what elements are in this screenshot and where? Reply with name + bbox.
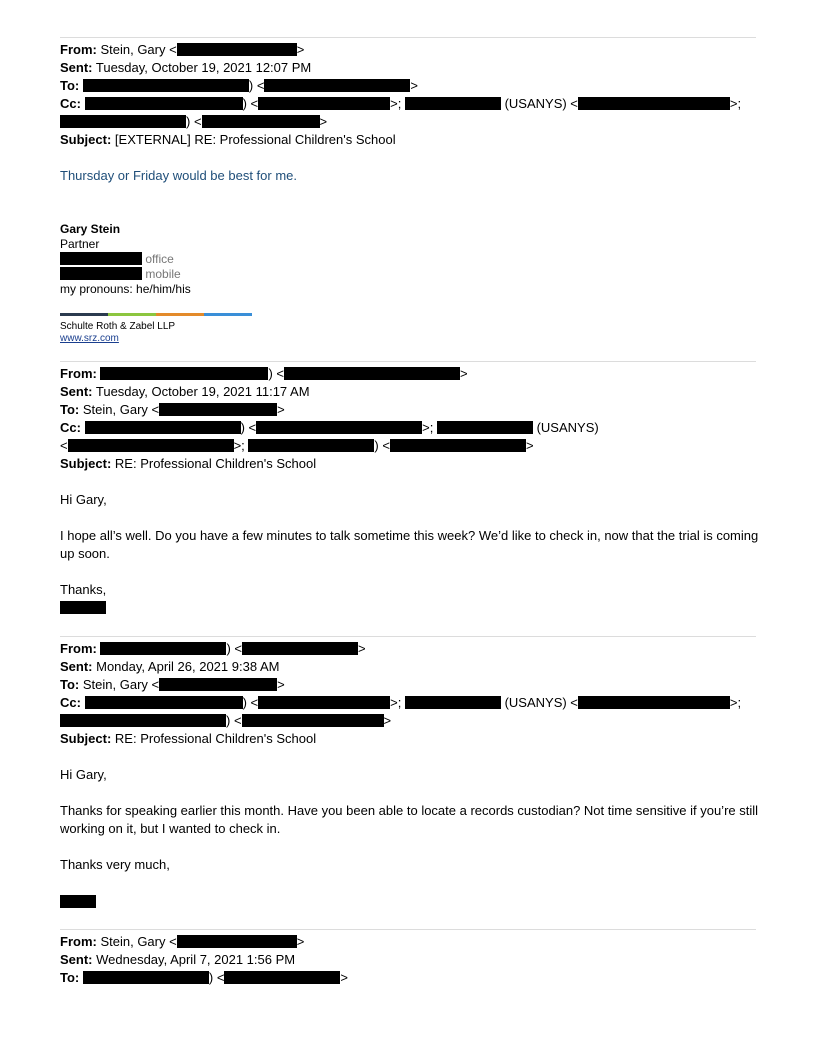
redaction <box>60 601 106 614</box>
separator-line <box>60 37 756 38</box>
redaction <box>60 115 186 128</box>
email3-greeting: Hi Gary, <box>60 767 107 782</box>
redaction <box>83 971 209 984</box>
redaction <box>202 115 320 128</box>
email2-cc-line: Cc: ) < >; (USANYS) <box>60 420 599 435</box>
redaction <box>578 97 730 110</box>
redaction <box>83 79 249 92</box>
email2-sent-line: Sent: Tuesday, October 19, 2021 11:17 AM <box>60 384 310 399</box>
signature-color-bar <box>60 313 252 316</box>
email2-signoff <box>60 599 760 617</box>
email2-cc-line-2: < >; ) < > <box>60 438 534 453</box>
color-bar-segment <box>60 313 108 316</box>
redaction <box>258 97 390 110</box>
signature-pronouns: my pronouns: he/him/his <box>60 282 191 296</box>
redaction <box>242 714 384 727</box>
redaction <box>578 696 730 709</box>
email2-closing: Thanks, <box>60 582 107 597</box>
redaction <box>85 696 243 709</box>
email3-from-line: From: ) < > <box>60 641 366 656</box>
redaction <box>60 895 96 908</box>
separator-line <box>60 636 756 637</box>
signature-mobile: mobile <box>60 267 181 282</box>
signature-name: Gary Stein <box>60 222 121 236</box>
signature-firm: Schulte Roth & Zabel LLP <box>60 321 176 332</box>
redaction <box>264 79 410 92</box>
redaction <box>68 439 234 452</box>
email1-cc-line: Cc: ) < >; (USANYS) < >; <box>60 96 742 111</box>
email4-from-line: From: Stein, Gary < > <box>60 934 305 949</box>
redaction <box>100 642 226 655</box>
redaction <box>100 367 268 380</box>
redaction <box>284 367 460 380</box>
redaction <box>242 642 358 655</box>
email4-to-line: To: ) < > <box>60 970 349 985</box>
email3-signoff <box>60 893 760 911</box>
redaction <box>405 97 501 110</box>
email3-cc-line-2: ) < > <box>60 712 391 730</box>
redaction <box>437 421 533 434</box>
signature-title: Partner <box>60 237 100 251</box>
email4-sent-line: Sent: Wednesday, April 7, 2021 1:56 PM <box>60 952 296 967</box>
email2-greeting: Hi Gary, <box>60 492 107 507</box>
redaction <box>177 43 297 56</box>
redaction <box>256 421 422 434</box>
redaction <box>85 97 243 110</box>
email2-from-line: From: ) < > <box>60 366 468 381</box>
email3-subject-line: Subject: RE: Professional Children's School <box>60 731 317 746</box>
email2-to-line: To: Stein, Gary < > <box>60 402 285 417</box>
redaction <box>159 678 277 691</box>
email3-to-line: To: Stein, Gary < > <box>60 677 285 692</box>
email3-sent-line: Sent: Monday, April 26, 2021 9:38 AM <box>60 659 280 674</box>
redaction <box>224 971 340 984</box>
email1-body: Thursday or Friday would be best for me. <box>60 168 297 183</box>
email1-from-line: From: Stein, Gary < > <box>60 42 305 57</box>
separator-line <box>60 361 756 362</box>
redaction <box>248 439 374 452</box>
email1-to-line: To: ) < > <box>60 78 419 93</box>
email3-paragraph: Thanks for speaking earlier this month. Have you been able to locate a records custodian? Not time sensitive if you’re still working on it, but I wanted to check in. <box>60 803 759 836</box>
email2-subject-line: Subject: RE: Professional Children's School <box>60 456 317 471</box>
email1-sent-line: Sent: Tuesday, October 19, 2021 12:07 PM <box>60 60 312 75</box>
signature-website-link[interactable]: www.srz.com <box>60 333 119 344</box>
redaction <box>390 439 526 452</box>
signature-office: office <box>60 252 174 267</box>
redaction <box>60 714 226 727</box>
redaction <box>60 267 142 280</box>
color-bar-segment <box>204 313 252 316</box>
email2-paragraph: I hope all’s well. Do you have a few minutes to talk sometime this week? We’d like to check in, now that the trial is coming up soon. <box>60 528 759 561</box>
email3-closing: Thanks very much, <box>60 857 170 872</box>
email1-subject-line: Subject: [EXTERNAL] RE: Professional Children's School <box>60 132 396 147</box>
separator-line <box>60 929 756 930</box>
redaction <box>85 421 241 434</box>
color-bar-segment <box>108 313 156 316</box>
redaction <box>405 696 501 709</box>
redaction <box>60 252 142 265</box>
redaction <box>258 696 390 709</box>
color-bar-segment <box>156 313 204 316</box>
email3-cc-line: Cc: ) < >; (USANYS) < >; <box>60 695 742 710</box>
email1-cc-line-2: ) < > <box>60 113 327 131</box>
redaction <box>159 403 277 416</box>
redaction <box>177 935 297 948</box>
